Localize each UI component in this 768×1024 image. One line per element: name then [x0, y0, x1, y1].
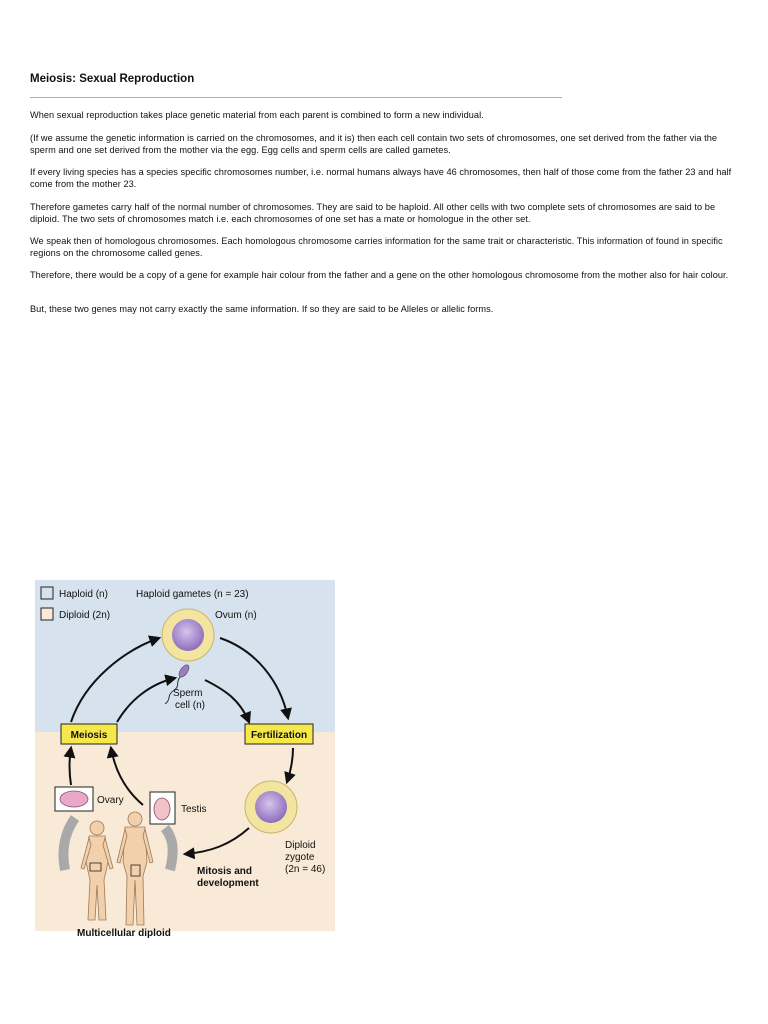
life-cycle-diagram — [35, 580, 335, 939]
zygote-label-line3: (2n = 46) — [285, 864, 326, 875]
legend-haploid-swatch — [41, 587, 53, 599]
mitosis-label-line1: Mitosis and — [197, 866, 253, 877]
legend-haploid-label: Haploid (n) — [59, 589, 108, 600]
paragraph-chromosome-sets: (If we assume the genetic information is carried on the chromosomes, and it is) then each cell contain two sets of chromosomes, one set derived from the father via the sperm and one set derived from the mother via the egg. Egg cells and sperm cells are called gametes. — [30, 133, 718, 155]
title-divider — [30, 97, 562, 98]
fertilization-label: Fertilization — [250, 730, 308, 741]
paragraph-chromosome-number: If every living species has a species specific chromosomes number, i.e. normal humans always have 46 chromosomes, then half of those come from the father 23 and half come from the mother 23. — [30, 167, 732, 189]
diploid-region — [35, 732, 335, 931]
paragraph-homologous: We speak then of homologous chromosomes. Each homologous chromosome carries information for the same trait or characteristic. This information of found in specific regions on the chromosome called genes. — [30, 236, 723, 258]
ovary-label: Ovary — [97, 795, 124, 806]
paragraph-intro: When sexual reproduction takes place genetic material from each parent is combined to form a new individual. — [30, 110, 484, 120]
meiosis-label: Meiosis — [70, 730, 108, 741]
paragraph-alleles: But, these two genes may not carry exactly the same information. If so they are said to be Alleles or allelic forms. — [30, 304, 494, 314]
life-cycle-figure — [35, 580, 335, 939]
zygote-cell — [245, 781, 297, 833]
zygote-label-line1: Diploid — [285, 840, 316, 851]
ovum-cell — [162, 609, 214, 661]
ovary-icon — [55, 787, 93, 811]
zygote-label-line2: zygote — [285, 852, 315, 863]
paragraph-haploid-diploid: Therefore gametes carry half of the normal number of chromosomes. They are said to be haploid. All other cells with two complete sets of chromosomes are said to be diploid. The two sets of chromosomes match i.e. each chromosomes of one set has a mate or homologue in the other set. — [30, 202, 716, 224]
ovum-label: Ovum (n) — [215, 610, 257, 621]
haploid-gametes-label: Haploid gametes (n = 23) — [136, 589, 249, 600]
mitosis-label-line2: development — [197, 878, 259, 889]
document-title: Meiosis: Sexual Reproduction — [30, 73, 195, 85]
testis-label: Testis — [181, 804, 207, 815]
legend-diploid-label: Diploid (2n) — [59, 610, 111, 621]
legend-diploid-swatch — [41, 608, 53, 620]
sperm-label-line2: cell (n) — [175, 700, 206, 711]
bottom-caption: Multicellular diploid — [77, 928, 171, 939]
paragraph-gene-copy: Therefore, there would be a copy of a gene for example hair colour from the father and a gene on the other homologous chromosome from the mother also for hair colour. — [30, 270, 729, 280]
testis-icon — [150, 792, 175, 824]
sperm-label-line1: Sperm — [173, 688, 203, 699]
